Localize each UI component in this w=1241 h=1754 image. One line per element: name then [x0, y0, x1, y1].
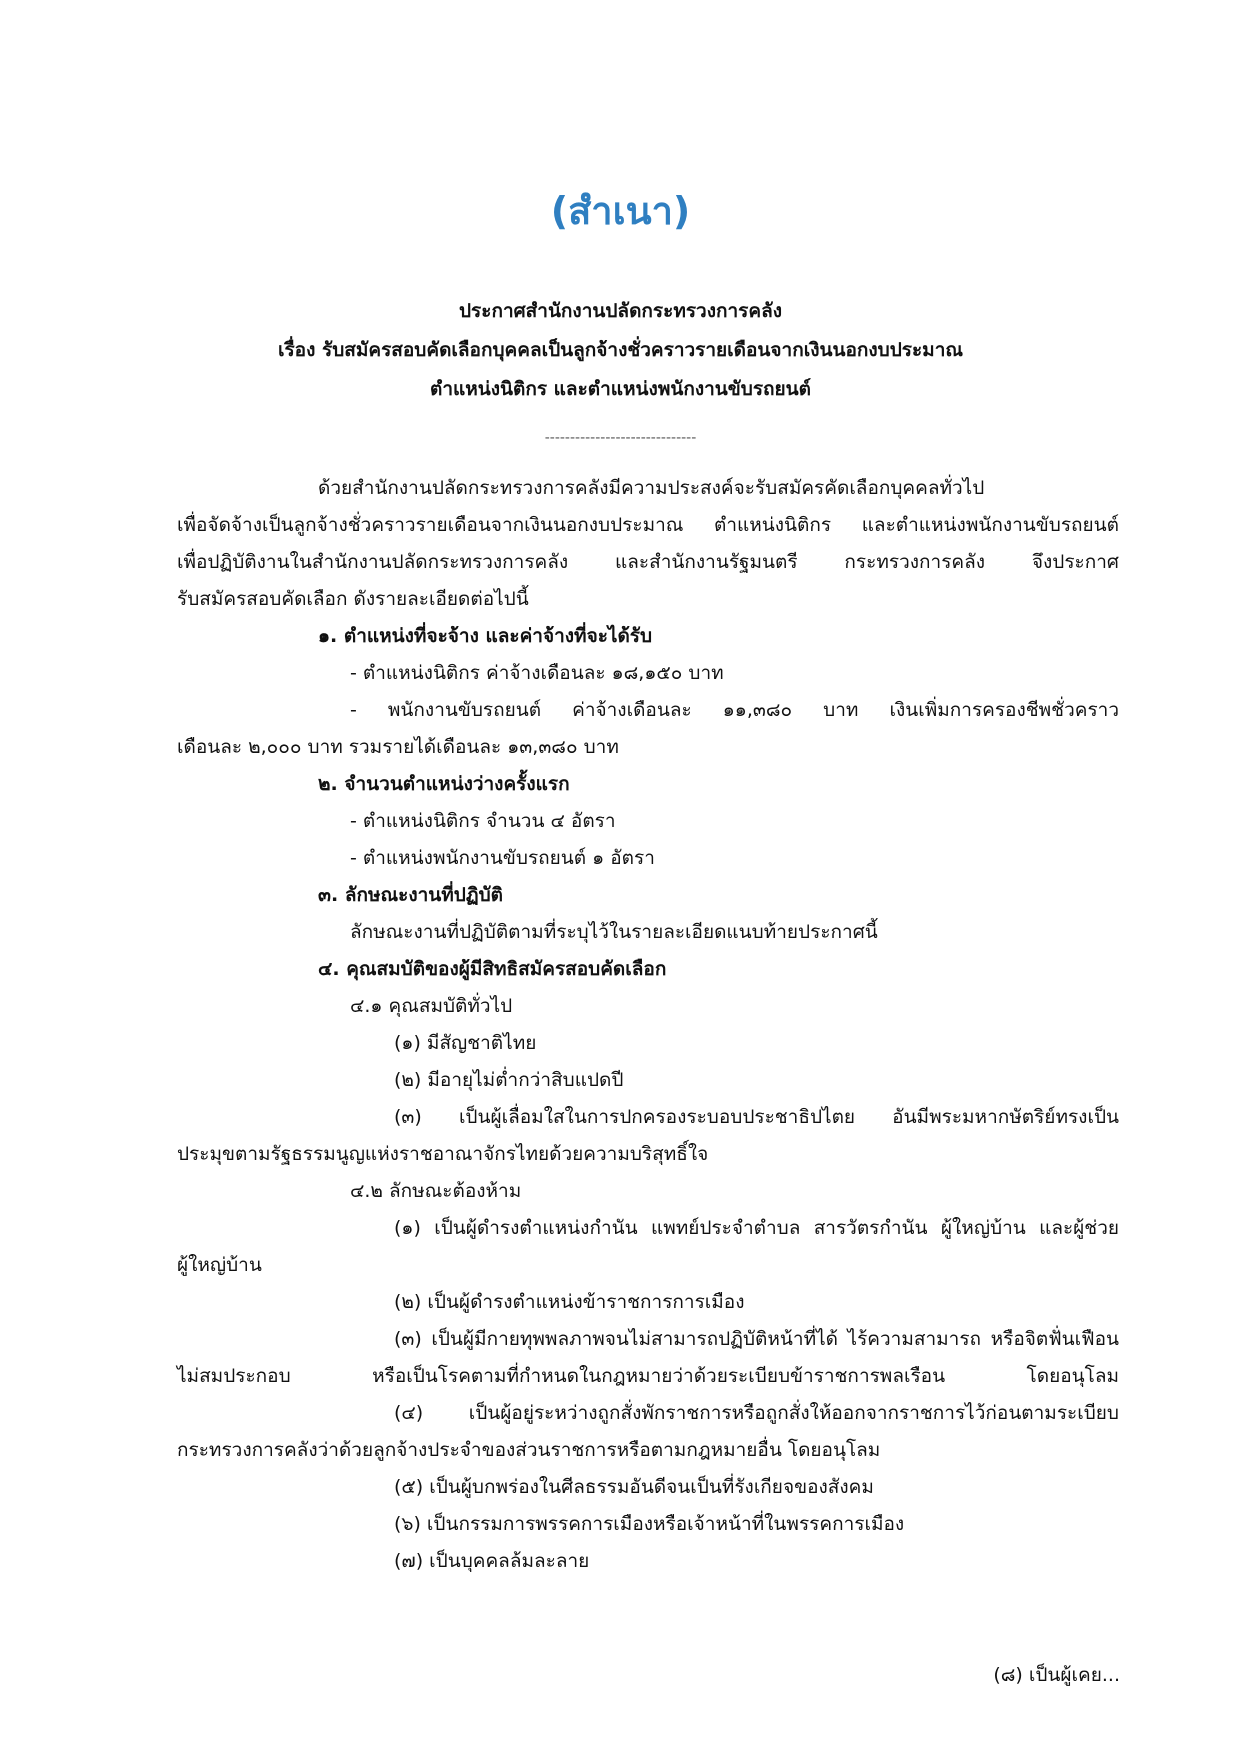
intro-line-4: รับสมัครสอบคัดเลือก ดังรายละเอียดต่อไปนี้: [177, 588, 529, 610]
continuation-note: (๘) เป็นผู้เคย...: [993, 1664, 1120, 1686]
section-4-1-item-3: (๓) เป็นผู้เลื่อมใสในการปกครองระบอบประชาธิปไตย อันมีพระมหากษัตริย์ทรงเป็น: [394, 1106, 1119, 1128]
section-4-1-heading: ๔.๑ คุณสมบัติทั่วไป: [350, 995, 513, 1017]
section-4-2-item-1: (๑) เป็นผู้ดำรงตำแหน่งกำนัน แพทย์ประจำตำบล สารวัตรกำนัน ผู้ใหญ่บ้าน และผู้ช่วย: [394, 1217, 1119, 1239]
announcement-positions: ตำแหน่งนิติกร และตำแหน่งพนักงานขับรถยนต์: [429, 378, 811, 400]
section-2-heading: ๒. จำนวนตำแหน่งว่างครั้งแรก: [318, 773, 570, 795]
section-1-item-1: - ตำแหน่งนิติกร ค่าจ้างเดือนละ ๑๘,๑๕๐ บาท: [350, 662, 724, 684]
announcement-subject: เรื่อง รับสมัครสอบคัดเลือกบุคคลเป็นลูกจ้างชั่วคราวรายเดือนจากเงินนอกงบประมาณ: [277, 339, 964, 361]
section-4-2-item-6: (๖) เป็นกรรมการพรรคการเมืองหรือเจ้าหน้าที่ในพรรคการเมือง: [394, 1513, 905, 1535]
section-4-2-item-7: (๗) เป็นบุคคลล้มละลาย: [394, 1550, 590, 1572]
section-3-text: ลักษณะงานที่ปฏิบัติตามที่ระบุไว้ในรายละเอียดแนบท้ายประกาศนี้: [350, 921, 878, 943]
announcement-title: ประกาศสำนักงานปลัดกระทรวงการคลัง: [458, 300, 783, 322]
copy-stamp: (สำเนา): [550, 189, 691, 233]
section-4-heading: ๔. คุณสมบัติของผู้มีสิทธิสมัครสอบคัดเลือก: [318, 958, 667, 980]
section-1-item-2: - พนักงานขับรถยนต์ ค่าจ้างเดือนละ ๑๑,๓๘๐ บาท เงินเพิ่มการครองชีพชั่วคราว: [350, 699, 1119, 721]
section-1-item-2-cont: เดือนละ ๒,๐๐๐ บาท รวมรายได้เดือนละ ๑๓,๓๘๐ บาท: [177, 736, 619, 758]
section-1-heading: ๑. ตำแหน่งที่จะจ้าง และค่าจ้างที่จะได้รับ: [318, 625, 653, 647]
section-4-2-item-3: (๓) เป็นผู้มีกายทุพพลภาพจนไม่สามารถปฏิบัติหน้าที่ได้ ไร้ความสามารถ หรือจิตฟั่นเฟือน: [394, 1328, 1119, 1350]
section-4-1-item-3-cont: ประมุขตามรัฐธรรมนูญแห่งราชอาณาจักรไทยด้วยความบริสุทธิ์ใจ: [177, 1143, 709, 1165]
section-2-item-2: - ตำแหน่งพนักงานขับรถยนต์ ๑ อัตรา: [350, 847, 655, 869]
section-4-1-item-1: (๑) มีสัญชาติไทย: [394, 1032, 537, 1054]
section-4-2-item-4: (๔) เป็นผู้อยู่ระหว่างถูกสั่งพักราชการหรือถูกสั่งให้ออกจากราชการไว้ก่อนตามระเบียบ: [394, 1402, 1119, 1424]
intro-line-1: ด้วยสำนักงานปลัดกระทรวงการคลังมีความประสงค์จะรับสมัครคัดเลือกบุคคลทั่วไป: [318, 477, 985, 499]
section-4-2-item-5: (๕) เป็นผู้บกพร่องในศีลธรรมอันดีจนเป็นที่รังเกียจของสังคม: [394, 1476, 874, 1498]
section-4-2-heading: ๔.๒ ลักษณะต้องห้าม: [350, 1180, 522, 1202]
header-divider: ------------------------------: [544, 430, 697, 446]
section-4-1-item-2: (๒) มีอายุไม่ต่ำกว่าสิบแปดปี: [394, 1069, 624, 1091]
section-4-2-item-1-cont: ผู้ใหญ่บ้าน: [177, 1254, 262, 1276]
section-4-2-item-2: (๒) เป็นผู้ดำรงตำแหน่งข้าราชการการเมือง: [394, 1291, 745, 1313]
section-4-2-item-4-cont: กระทรวงการคลังว่าด้วยลูกจ้างประจำของส่วนราชการหรือตามกฎหมายอื่น โดยอนุโลม: [177, 1439, 881, 1461]
section-3-heading: ๓. ลักษณะงานที่ปฏิบัติ: [318, 884, 503, 906]
intro-line-2: เพื่อจัดจ้างเป็นลูกจ้างชั่วคราวรายเดือนจากเงินนอกงบประมาณ ตำแหน่งนิติกร และตำแหน่งพนักงานขับรถยนต์: [177, 514, 1119, 536]
intro-line-3: เพื่อปฏิบัติงานในสำนักงานปลัดกระทรวงการคลัง และสำนักงานรัฐมนตรี กระทรวงการคลัง จึงประกาศ: [177, 551, 1119, 573]
section-4-2-item-3-cont: ไม่สมประกอบ หรือเป็นโรคตามที่กำหนดในกฎหมายว่าด้วยระเบียบข้าราชการพลเรือน โดยอนุโลม: [177, 1365, 1119, 1387]
section-2-item-1: - ตำแหน่งนิติกร จำนวน ๔ อัตรา: [350, 810, 616, 832]
